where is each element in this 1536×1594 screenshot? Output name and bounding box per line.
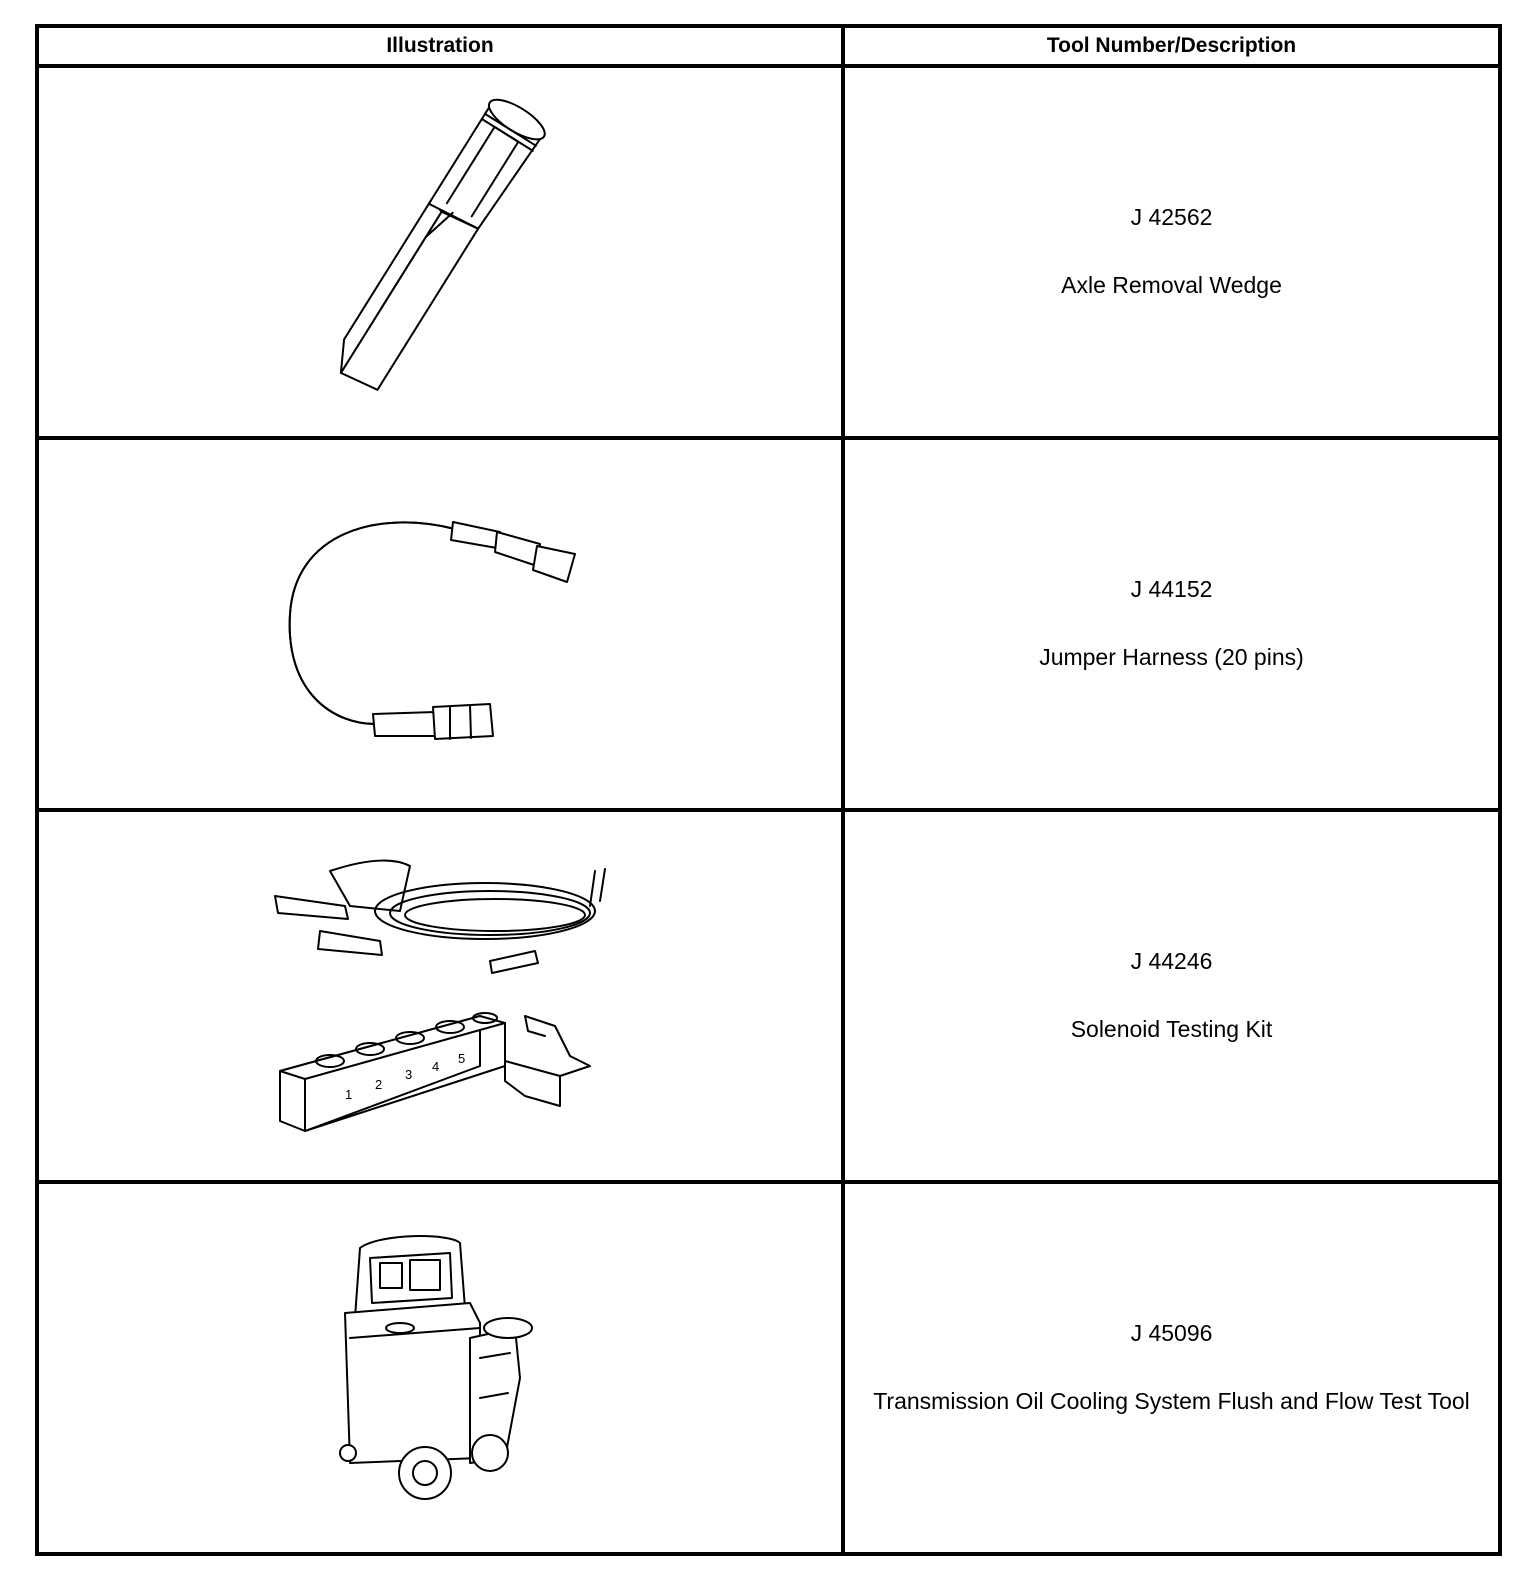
illustration-cell [37, 1182, 843, 1554]
description-cell [843, 810, 1500, 1182]
tool-description: Solenoid Testing Kit [1070, 1016, 1273, 1042]
block-label-2: 2 [375, 1077, 383, 1092]
description-cell [843, 438, 1500, 810]
block-label-3: 3 [405, 1067, 413, 1082]
table-row [37, 810, 1500, 1182]
tool-number: J 44246 [1130, 948, 1213, 975]
tool-number: J 45096 [1130, 1320, 1213, 1347]
table-row [37, 66, 1500, 438]
solenoid-testing-kit-icon [270, 851, 610, 1141]
header-row [37, 26, 1500, 66]
table-row [37, 438, 1500, 810]
flush-flow-test-machine-icon [330, 1228, 550, 1508]
illustration-cell [37, 810, 843, 1182]
tool-description: Transmission Oil Cooling System Flush and Flow Test Tool [873, 1388, 1470, 1414]
header-illustration: Illustration [37, 26, 843, 66]
block-label-4: 4 [432, 1059, 440, 1074]
illustration-cell [37, 66, 843, 438]
block-label-1: 1 [345, 1087, 353, 1102]
axle-removal-wedge-icon [275, 82, 605, 422]
illustration-cell [37, 438, 843, 810]
header-tool-number-description: Tool Number/Description [843, 26, 1500, 66]
tool-number: J 44152 [1130, 576, 1213, 603]
description-cell [843, 66, 1500, 438]
tool-description: Axle Removal Wedge [1061, 272, 1282, 298]
description-cell [843, 1182, 1500, 1554]
special-tools-table [35, 24, 1502, 1556]
tool-description: Jumper Harness (20 pins) [1039, 644, 1304, 670]
block-label-5: 5 [458, 1051, 466, 1066]
table-row [37, 1182, 1500, 1554]
tool-number: J 42562 [1130, 204, 1213, 231]
jumper-harness-icon [275, 504, 605, 744]
